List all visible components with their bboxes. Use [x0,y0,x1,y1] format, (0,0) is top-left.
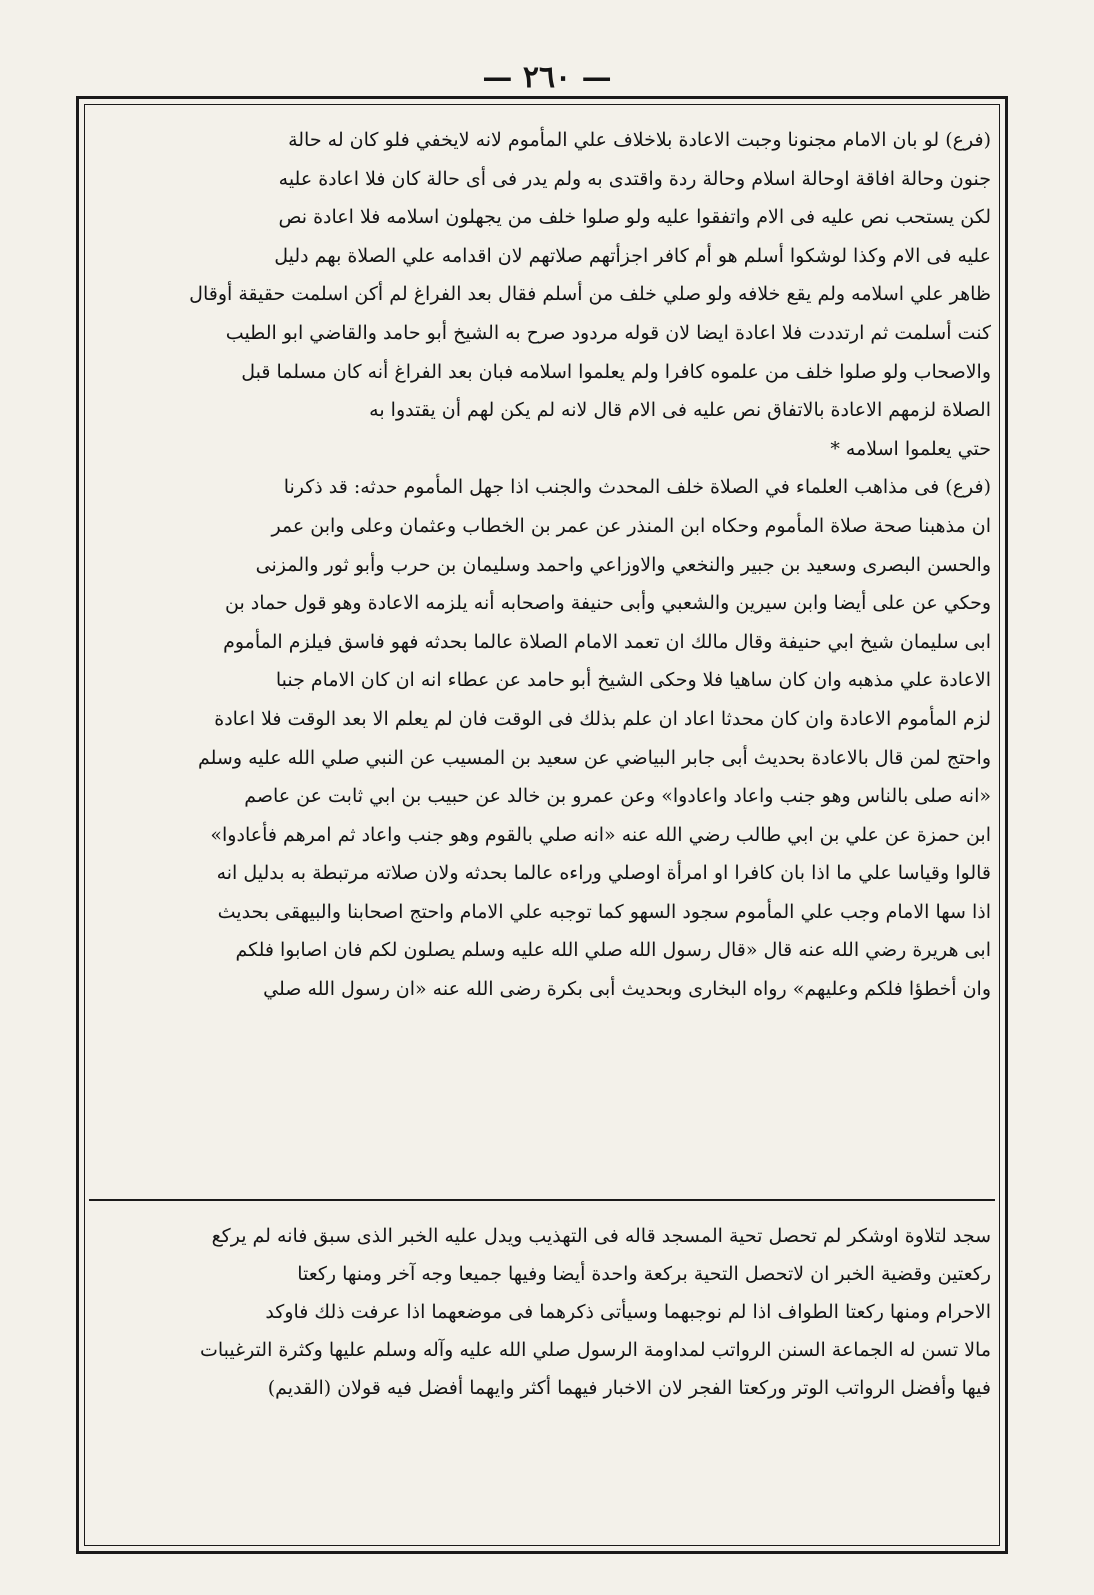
footnote-line: سجد لتلاوة اوشكر لم تحصل تحية المسجد قاله فى التهذيب ويدل عليه الخبر الذى سبق فانه لم يركع [211,1225,991,1247]
main-line: لزم المأموم الاعادة وان كان محدثا اعاد ان علم بذلك فى الوقت فان لم يعلم الا بعد الوقت فلا اعادة [214,707,991,730]
main-line: حتي يعلموا اسلامه * [830,437,991,460]
main-text [93,121,991,1009]
footnote-line: فيها وأفضل الرواتب الوتر وركعتا الفجر لان الاخبار فيهما أكثر وايهما أفضل فيه قولان (القديم) [267,1377,991,1399]
main-line: اذا سها الامام وجب علي المأموم سجود السهو كما توجبه علي الامام واحتج اصحابنا والبيهقى بحديث [217,900,991,923]
main-line: ابى هريرة رضي الله عنه قال «قال رسول الله صلي الله عليه وسلم يصلون لكم فان اصابوا فلكم [235,939,991,962]
main-line: (فرع) فى مذاهب العلماء في الصلاة خلف المحدث والجنب اذا جهل المأموم حدثه: قد ذكرنا [283,476,991,499]
main-line: واحتج لمن قال بالاعادة بحديث أبى جابر البياضي عن سعيد بن المسيب عن النبي صلي الله عليه وسلم [198,746,991,769]
main-line: ابى سليمان شيخ ابي حنيفة وقال مالك ان تعمد الامام الصلاة عالما بحدثه فهو فاسق فيلزم المأموم [223,630,991,653]
footnote-line: الاحرام ومنها ركعتا الطواف اذا لم نوجبهما وسيأتى ذكرهما فى موضعهما اذا عرفت ذلك فاوكد [265,1301,991,1323]
main-line: الاعادة علي مذهبه وان كان ساهيا فلا وحكى الشيخ أبو حامد عن عطاء انه ان كان الامام جنبا [275,669,991,692]
main-line: ان مذهبنا صحة صلاة المأموم وحكاه ابن المنذر عن عمر بن الخطاب وعثمان وعلى وابن عمر [271,514,991,537]
main-line: والحسن البصرى وسعيد بن جبير والنخعي والاوزاعي واحمد وسليمان بن حرب وأبو ثور والمزنى [255,553,991,576]
main-line: ابن حمزة عن علي بن ابي طالب رضي الله عنه «انه صلي بالقوم وهو جنب واعاد ثم امرهم فأعادوا» [210,823,991,846]
footnote-line: ركعتين وقضية الخبر ان لاتحصل التحية بركعة واحدة أيضا وفيها جميعا وجه آخر ومنها ركعتا [297,1263,991,1285]
main-line: وان أخطؤا فلكم وعليهم» رواه البخارى وبحديث أبى بكرة رضى الله عنه «ان رسول الله صلي [263,978,991,1001]
main-line: قالوا وقياسا علي ما اذا بان كافرا او امرأة اوصلي وراءه عالما بحدثه ولان صلاته مرتبطة به بدليل انه [216,862,991,885]
footnote-line: مالا تسن له الجماعة السنن الرواتب لمداومة الرسول صلي الله عليه وآله وسلم عليها وكثرة الترغيبات [200,1339,991,1361]
footnote-divider [89,1199,995,1201]
main-line: جنون وحالة افاقة اوحالة اسلام وحالة ردة واقتدى به ولم يدر فى أى حالة كان فلا اعادة عليه [278,167,991,190]
main-line: كنت أسلمت ثم ارتددت فلا اعادة ايضا لان قوله مردود صرح به الشيخ أبو حامد والقاضي ابو الطيب [225,321,991,344]
page-number: — ٢٦٠ — [482,60,612,95]
main-line: عليه فى الام وكذا لوشكوا أسلم هو أم كافر اجزأتهم صلاتهم لان اقدامه علي الصلاة بهم دليل [274,244,991,267]
main-line: لكن يستحب نص عليه فى الام واتفقوا عليه ولو صلوا خلف من يجهلون اسلامه فلا اعادة نص [278,206,991,229]
main-line: ظاهر علي اسلامه ولم يقع خلافه ولو صلي خلف من أسلم فقال بعد الفراغ لم أكن اسلمت حقيقة أوقال [189,283,991,306]
main-line: الصلاة لزمهم الاعادة بالاتفاق نص عليه فى الام قال لانه لم يكن لهم أن يقتدوا به [369,399,991,422]
main-line: (فرع) لو بان الامام مجنونا وجبت الاعادة بلاخلاف علي المأموم لانه لايخفي فلو كان له حالة [288,129,991,151]
main-line: والاصحاب ولو صلوا خلف من علموه كافرا ولم يعلموا اسلامه فبان بعد الفراغ أنه كان مسلما قبل [241,360,991,383]
main-line: وحكي عن على أيضا وابن سيرين والشعبي وأبى حنيفة واصحابه أنه يلزمه الاعادة وهو قول حماد بن [225,592,991,615]
page-frame [76,96,1008,1554]
main-line: «انه صلى بالناس وهو جنب واعاد واعادوا» وعن عمرو بن خالد عن حبيب بن ابي ثابت عن عاصم [244,785,991,808]
footnote-text [93,1217,991,1407]
